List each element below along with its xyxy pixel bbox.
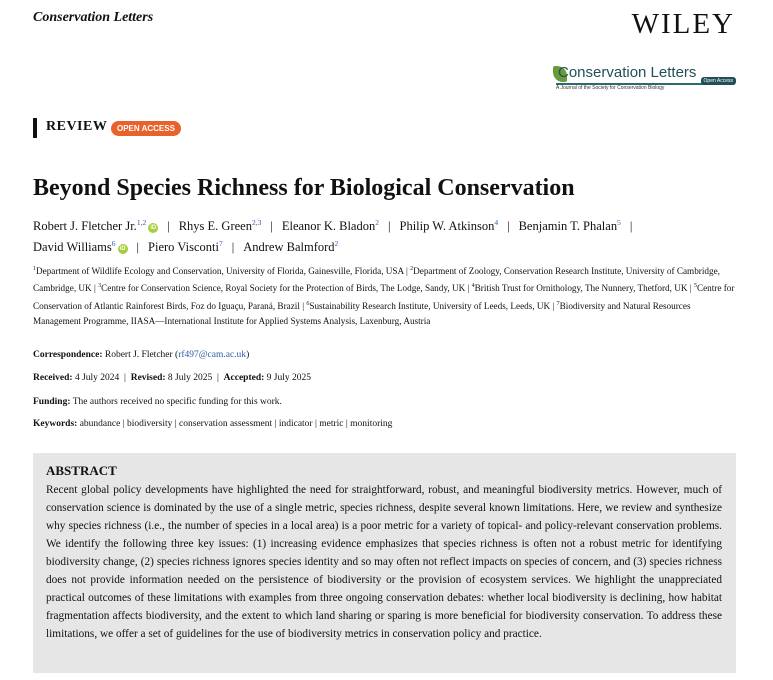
- abstract-text: Recent global policy developments have highlighted the need for straightforward, robust, and meaningful biodiversity metrics. However, much of conservation science is dominated by the use of a single metric, species richness, despite several known limitations. Here, we review and synthesize why species richness (i.e., the number of species in a local area) is a poor metric for a variety of topical- and policy-relevant conservation problems. We identify the following three key issues: (1) increasing evidence emphasizes that species richness is often not a robust metric for identifying biodiversity change, (2) species richness ignores species identity and so may often not reflect impacts on species of concern, and (3) species richness does not provide information needed on the persistence of biodiversity or the provision of ecosystem services. We highlight the unappreciated practical outcomes of these limitations with examples from three ongoing conservation debates: whether local biodiversity is declining, how habitat fragmentation affects biodiversity, and the extent to which land sharing or sparing is more beneficial for biodiversity conservation. To address these limitations, we offer a set of guidelines for the use of biodiversity metrics in conservation policy and practice.: [46, 484, 722, 640]
- journal-logo-subtitle: A Journal of the Society for Conservation Biology: [556, 85, 665, 91]
- affiliation: $^7$Biodiversity and Natural Resources Management Programme, IIASA—International Institute for Applied Systems Analysis, Laxenburg, Austria: [33, 300, 691, 327]
- author[interactable]: Piero Visconti$^7$: [148, 239, 223, 255]
- affiliation: $^6$Sustainability Research Institute, University of Leeds, Leeds, UK: [306, 300, 551, 311]
- email-link[interactable]: rf497@cam.ac.uk: [178, 350, 247, 360]
- article-type: REVIEW: [46, 119, 108, 134]
- author[interactable]: Benjamin T. Phalan$^5$: [518, 218, 621, 234]
- article-dates: Received: 4 July 2024 | Revised: 8 July 2025 | Accepted: 9 July 2025: [33, 373, 311, 383]
- correspondence: Correspondence: Robert J. Fletcher (rf497@cam.ac.uk): [33, 350, 250, 360]
- affiliation: $^3$Centre for Conservation Science, Royal Society for the Protection of Birds, The Lodge, Sandy, UK: [98, 283, 466, 294]
- journal-running-title: Conservation Letters: [33, 10, 154, 25]
- open-access-badge: OPEN ACCESS: [111, 121, 181, 136]
- author[interactable]: Robert J. Fletcher Jr.$^{1,2}$iD: [33, 218, 157, 234]
- abstract-box: [33, 453, 736, 673]
- journal-logo-name: Conservation Letters: [558, 64, 697, 81]
- author-list: Robert J. Fletcher Jr.$^{1,2}$iD | Rhys E. Green$^{2,3}$ | Eleanor K. Bladon$^2$ | Philip W. Atkinson$^4$ | Benjamin T. Phalan$^5$ | David Williams$^6$iD | Piero Visconti$^7$ | Andrew Balmford$^2$: [33, 218, 633, 255]
- orcid-icon[interactable]: iD: [119, 246, 126, 253]
- logo-open-access-badge: Open Access: [701, 77, 736, 85]
- affiliation: $^4$British Trust for Ornithology, The Nunnery, Thetford, UK: [471, 283, 688, 294]
- journal-logo[interactable]: [553, 64, 736, 94]
- affiliations: $^1$Department of Wildlife Ecology and Conservation, University of Florida, Gainesville, Florida, USA | $^2$Department of Zoology, Conservation Research Institute, University of Cambridge, Cambridge, UK | $^3$Centre for Conservation Science, Royal Society for the Protection of Birds, The Lodge, Sandy, UK | $^4$British Trust for Ornithology, The Nunnery, Thetford, UK | $^5$Centre for Conservation of Atlantic Rainforest Birds, Foz do Iguaçu, Paraná, Brazil | $^6$Sustainability Research Institute, University of Leeds, Leeds, UK | $^7$Biodiversity and Natural Resources Management Programme, IIASA—International Institute for Applied Systems Analysis, Laxenburg, Austria: [33, 266, 735, 327]
- abstract-heading: ABSTRACT: [46, 463, 117, 478]
- author[interactable]: Andrew Balmford$^2$: [243, 239, 339, 255]
- keywords: Keywords: abundance | biodiversity | conservation assessment | indicator | metric | monitoring: [33, 419, 393, 429]
- affiliation: $^5$Centre for Conservation of Atlantic Rainforest Birds, Foz do Iguaçu, Paraná, Brazil: [33, 283, 735, 311]
- publisher-logo[interactable]: WILEY: [631, 8, 735, 40]
- affiliation: $^2$Department of Zoology, Conservation Research Institute, University of Cambridge, Cambridge, UK: [33, 266, 720, 294]
- orcid-icon[interactable]: iD: [150, 225, 157, 232]
- funding: Funding: The authors received no specific funding for this work.: [33, 397, 282, 407]
- author[interactable]: David Williams$^6$iD: [33, 239, 126, 255]
- author[interactable]: Eleanor K. Bladon$^2$: [281, 218, 379, 234]
- author[interactable]: Rhys E. Green$^{2,3}$: [178, 218, 262, 234]
- affiliation: $^1$Department of Wildlife Ecology and Conservation, University of Florida, Gainesville, Florida, USA: [33, 266, 404, 277]
- article-type-bar: [33, 118, 37, 138]
- article-title: Beyond Species Richness for Biological Conservation: [33, 175, 575, 201]
- author[interactable]: Philip W. Atkinson$^4$: [399, 218, 499, 234]
